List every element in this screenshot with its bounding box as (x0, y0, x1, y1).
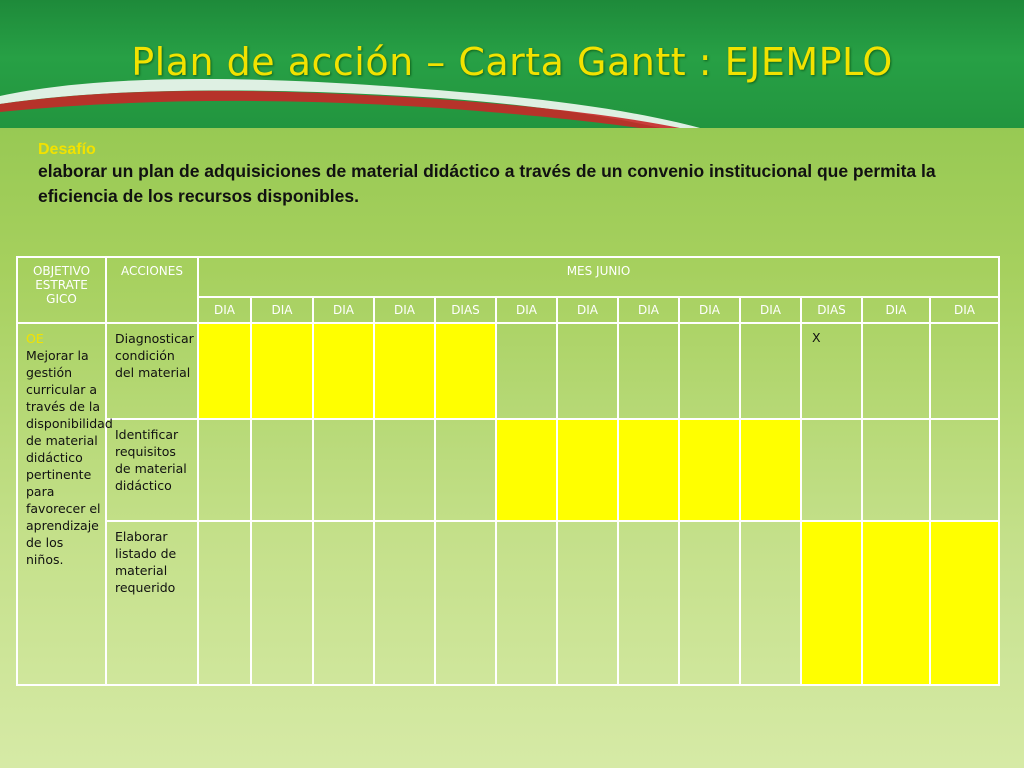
challenge-label: Desafío (38, 141, 96, 158)
gantt-bar-cell (313, 323, 374, 419)
objective-text: Mejorar la gestión curricular a través de la disponibilidad de material didáctico pertinente para favorecer el aprendizaje de los niños. (26, 348, 113, 567)
gantt-empty-cell (862, 419, 930, 521)
gantt-empty-cell (930, 419, 999, 521)
header-objective: OBJETIVO ESTRATE GICO (17, 257, 106, 323)
action-cell: Diagnosticar condición del material (106, 323, 198, 419)
action-cell: Elaborar listado de material requerido (106, 521, 198, 685)
gantt-empty-cell (557, 521, 618, 685)
gantt-bar-cell (198, 323, 251, 419)
gantt-bar-cell (618, 419, 679, 521)
challenge-text: elaborar un plan de adquisiciones de material didáctico a través de un convenio institucional que permita la eficiencia de los recursos disponibles. (38, 161, 936, 206)
day-header: DIA (679, 297, 740, 323)
gantt-empty-cell (313, 419, 374, 521)
gantt-empty-cell (801, 419, 862, 521)
gantt-row (17, 323, 999, 419)
gantt-empty-cell (496, 521, 557, 685)
gantt-bar-cell (862, 521, 930, 685)
day-header: DIA (313, 297, 374, 323)
slide-title: Plan de acción – Carta Gantt : EJEMPLO (131, 40, 893, 84)
day-header: DIA (557, 297, 618, 323)
gantt-row (17, 419, 999, 521)
gantt-empty-cell (801, 323, 862, 419)
day-header: DIA (930, 297, 999, 323)
gantt-bar-cell (496, 419, 557, 521)
gantt-empty-cell (435, 419, 496, 521)
day-header: DIA (374, 297, 435, 323)
gantt-empty-cell (862, 323, 930, 419)
gantt-empty-cell (740, 323, 801, 419)
gantt-bar-cell (557, 419, 618, 521)
day-header: DIA (251, 297, 313, 323)
day-header: DIA (740, 297, 801, 323)
day-header: DIA (618, 297, 679, 323)
gantt-bar-cell (374, 323, 435, 419)
gantt-empty-cell (679, 323, 740, 419)
gantt-empty-cell (435, 521, 496, 685)
day-header: DIA (496, 297, 557, 323)
header-month: MES JUNIO (198, 257, 999, 297)
gantt-empty-cell (198, 521, 251, 685)
gantt-bar-cell (679, 419, 740, 521)
gantt-empty-cell (618, 521, 679, 685)
gantt-bar-cell (930, 521, 999, 685)
gantt-empty-cell (557, 323, 618, 419)
gantt-empty-cell (251, 521, 313, 685)
gantt-empty-cell (930, 323, 999, 419)
cell-mark: X (812, 330, 821, 345)
gantt-empty-cell (198, 419, 251, 521)
challenge-block (38, 140, 988, 209)
gantt-row (17, 521, 999, 685)
gantt-bar-cell (435, 323, 496, 419)
gantt-empty-cell (618, 323, 679, 419)
day-header: DIA (198, 297, 251, 323)
day-header: DIAS (435, 297, 496, 323)
gantt-bar-cell (740, 419, 801, 521)
day-header: DIAS (801, 297, 862, 323)
gantt-empty-cell (374, 521, 435, 685)
gantt-empty-cell (313, 521, 374, 685)
gantt-bar-cell (801, 521, 862, 685)
gantt-empty-cell (496, 323, 557, 419)
objective-code: OE (26, 331, 44, 346)
gantt-empty-cell (679, 521, 740, 685)
objective-cell (17, 323, 113, 685)
gantt-bar-cell (251, 323, 313, 419)
gantt-empty-cell (374, 419, 435, 521)
action-cell: Identificar requisitos de material didáctico (106, 419, 198, 521)
day-header: DIA (862, 297, 930, 323)
header-actions: ACCIONES (106, 257, 198, 323)
gantt-chart-table (16, 256, 1000, 686)
gantt-empty-cell (740, 521, 801, 685)
slide-header (0, 0, 1024, 128)
gantt-empty-cell (251, 419, 313, 521)
